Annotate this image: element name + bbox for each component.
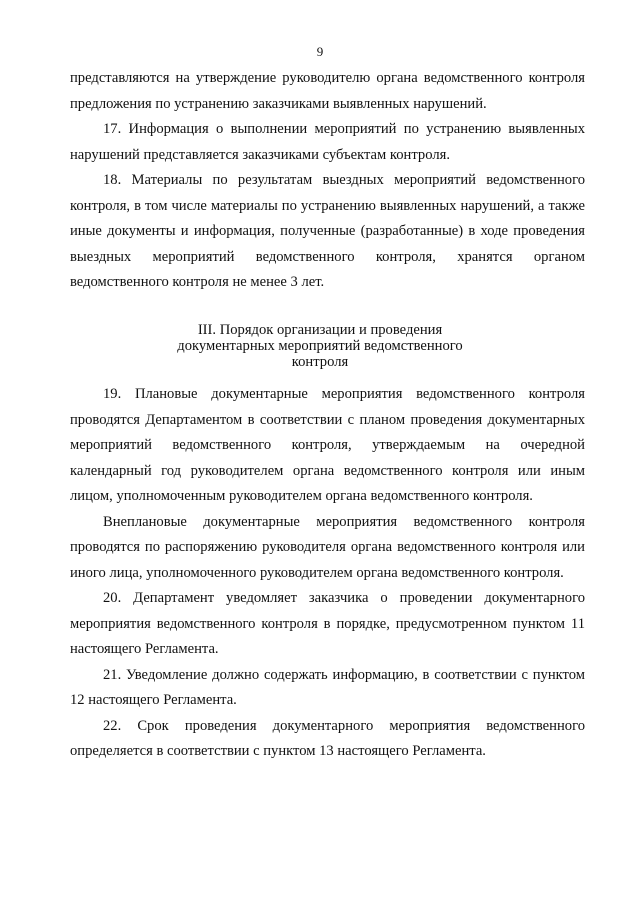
paragraph-22: 22. Срок проведения документарного мероприятия ведомственного определяется в соответствии с пунктом 13 настоящего Регламента.	[70, 717, 585, 759]
body-text-top	[70, 66, 585, 296]
paragraph-19: 19. Плановые документарные мероприятия ведомственного контроля проводятся Департаментом в соответствии с планом проведения документарных мероприятий ведомственного контроля, утверждаемым на очередной календарный год руководителем органа ведомственного контроля или иным лицом, уполномоченным руководителем органа ведомственного контроля.	[70, 386, 585, 504]
section-heading-line-3: контроля	[291, 354, 349, 370]
page-number: 9	[316, 44, 324, 59]
paragraph-20: 20. Департамент уведомляет заказчика о проведении документарного мероприятия ведомственного контроля в порядке, предусмотренном пунктом 11 настоящего Регламента.	[70, 590, 585, 657]
paragraph-16-continuation: представляются на утверждение руководителю органа ведомственного контроля предложения по устранению заказчиками выявленных нарушений.	[70, 70, 585, 112]
paragraph-17: 17. Информация о выполнении мероприятий по устранению выявленных нарушений представляется заказчиками субъектам контроля.	[70, 121, 585, 163]
paragraph-19-unplanned: Внеплановые документарные мероприятия ведомственного контроля проводятся по распоряжению руководителя органа ведомственного контроля или иного лица, уполномоченного руководителем органа ведомственного контроля.	[70, 513, 585, 581]
section-heading	[0, 322, 640, 370]
body-text-bottom	[70, 382, 585, 765]
section-heading-line-1: III. Порядок организации и проведения	[197, 322, 443, 338]
paragraph-18: 18. Материалы по результатам выездных мероприятий ведомственного контроля, в том числе материалы по устранению выявленных нарушений, а также иные документы и информация, полученные (разработанные) в ходе проведения выездных мероприятий ведомственного контроля, хранятся органом ведомственного контроля не менее 3 лет.	[70, 172, 585, 290]
paragraph-21: 21. Уведомление должно содержать информацию, в соответствии с пунктом 12 настоящего Регламента.	[70, 666, 585, 708]
section-heading-line-2: документарных мероприятий ведомственного	[177, 338, 463, 354]
